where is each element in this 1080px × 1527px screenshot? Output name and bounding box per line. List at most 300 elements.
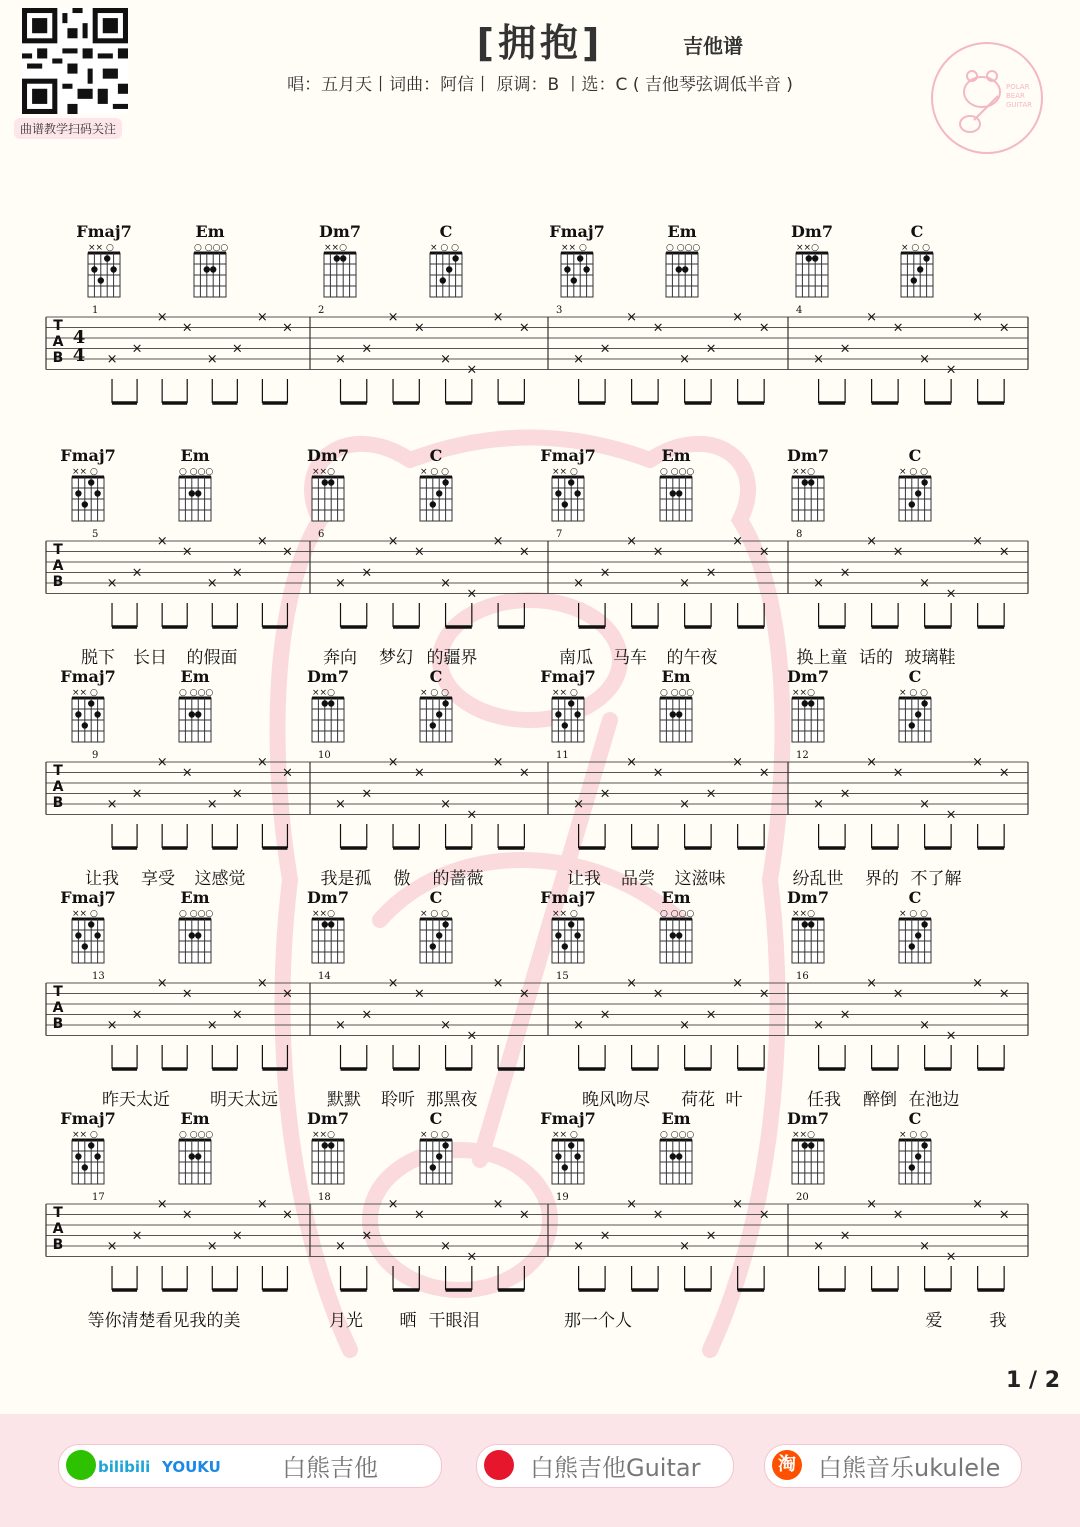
chord-name: Fmaj7 <box>60 667 116 686</box>
tab-note: × <box>387 976 399 991</box>
lyric-word: 梦幻 <box>379 648 413 668</box>
chord-dot <box>442 921 448 927</box>
tab-note: × <box>732 755 744 770</box>
chord-dot <box>82 501 88 507</box>
tab-note: × <box>106 576 118 591</box>
tab-note: × <box>998 320 1010 336</box>
chord-name: Fmaj7 <box>540 1109 596 1128</box>
chord-name: Dm7 <box>787 888 829 907</box>
chord-string-markers: ×× ○ <box>72 688 98 698</box>
chord-dot <box>802 479 808 485</box>
tab-note: × <box>652 1207 664 1223</box>
lyric-word: 那一个人 <box>564 1311 632 1331</box>
tab-note: × <box>679 576 691 591</box>
tab-note: × <box>492 310 504 325</box>
measure-number: 20 <box>796 1192 809 1203</box>
tab-note: × <box>281 986 293 1002</box>
chord-name: Em <box>661 667 691 686</box>
tab-note: × <box>919 1018 931 1033</box>
chord-string-markers: ○ ○○○ <box>194 243 229 253</box>
tab-note: × <box>518 986 530 1002</box>
tab-note: × <box>131 341 143 357</box>
chord-dot <box>808 700 814 706</box>
chord-dot <box>75 490 81 496</box>
chord-string-markers: ×× ○ <box>72 467 98 477</box>
song-info: 唱：五月天丨词曲：阿信丨 原调：B 丨选：C ( 吉他琴弦调低半音 ) <box>287 75 793 95</box>
chord-string-markers: × ○ ○ <box>430 243 459 253</box>
tab-note: × <box>361 1007 373 1023</box>
lyric-word: 马车 <box>613 648 647 668</box>
tab-note: × <box>839 786 851 802</box>
chord-dot <box>189 490 195 496</box>
tab-note: × <box>206 352 218 367</box>
chord-string-markers: × ○ ○ <box>420 688 449 698</box>
tab-clef-letter: T <box>53 984 63 1000</box>
tab-note: × <box>106 1018 118 1033</box>
measure-number: 3 <box>556 305 563 316</box>
weibo-icon <box>484 1450 514 1480</box>
tab-clef-letter: T <box>53 763 63 779</box>
tab-note: × <box>599 565 611 581</box>
lyric-word: 醉倒 <box>863 1090 897 1110</box>
chord-dot <box>88 1142 94 1148</box>
tab-note: × <box>335 1239 346 1254</box>
tab-note: × <box>281 1207 293 1223</box>
chord-dot <box>322 921 328 927</box>
tab-note: × <box>758 765 770 781</box>
chord-dot <box>75 1153 81 1159</box>
tab-note: × <box>106 1239 118 1254</box>
tab-note: × <box>732 976 744 991</box>
measure-number: 2 <box>318 305 325 316</box>
tab-note: × <box>626 534 638 549</box>
chord-name: Em <box>661 888 691 907</box>
tab-note: × <box>573 797 585 812</box>
wechat-icon <box>66 1450 96 1480</box>
tab-note: × <box>866 1197 878 1212</box>
tab-note: × <box>106 352 118 367</box>
chord-dot <box>555 490 561 496</box>
chord-dot <box>98 277 104 283</box>
chord-name: C <box>908 1109 922 1128</box>
tab-note: × <box>335 576 346 591</box>
chord-dot <box>430 1164 436 1170</box>
lyric-word: 傲 <box>393 869 411 889</box>
tab-note: × <box>919 1239 931 1254</box>
chord-dot <box>189 932 195 938</box>
measure-number: 17 <box>92 1192 105 1203</box>
chord-name: Em <box>180 888 210 907</box>
chord-dot <box>562 1164 568 1170</box>
chord-string-markers: × ○ ○ <box>420 1130 449 1140</box>
tab-note: × <box>281 320 293 336</box>
tab-clef-letter: B <box>52 1237 64 1253</box>
tab-note: × <box>573 1239 585 1254</box>
chord-dot <box>676 266 682 272</box>
tab-note: × <box>466 586 478 602</box>
chord-name: Dm7 <box>787 1109 829 1128</box>
tab-clef-letter: A <box>52 334 64 350</box>
chord-dot <box>676 490 682 496</box>
tab-note: × <box>335 797 346 812</box>
tab-clef-letter: A <box>52 779 64 795</box>
chord-dot <box>917 266 923 272</box>
tab-note: × <box>813 1018 825 1033</box>
lyric-word: 长日 <box>133 648 167 668</box>
tab-note: × <box>839 565 851 581</box>
chord-string-markers: ××○ <box>796 243 819 253</box>
chord-string-markers: ××○ <box>792 688 815 698</box>
chord-dot <box>340 255 346 261</box>
tab-note: × <box>492 1197 504 1212</box>
tab-note: × <box>573 1018 585 1033</box>
tab-clef-letter: T <box>53 1205 63 1221</box>
chord-dot <box>436 711 442 717</box>
chord-dot <box>430 501 436 507</box>
chord-dot <box>909 1164 915 1170</box>
tab-clef-letter: A <box>52 1221 64 1237</box>
tab-note: × <box>361 786 373 802</box>
chord-dot <box>94 932 100 938</box>
tab-note: × <box>866 976 878 991</box>
lyric-word: 我是孤 <box>320 869 372 889</box>
tab-note: × <box>413 544 425 560</box>
lyric-word: 明天太远 <box>210 1090 278 1110</box>
tab-note: × <box>998 544 1010 560</box>
chord-string-markers: ××○ <box>312 467 335 477</box>
lyric-word: 这感觉 <box>194 869 246 889</box>
lyric-word: 聆听 <box>381 1090 415 1110</box>
tab-note: × <box>945 1028 957 1044</box>
footer-taobao-name: 白熊音乐ukulele <box>818 1454 1001 1482</box>
chord-string-markers: × ○ ○ <box>420 909 449 919</box>
chord-string-markers: ○ ○○○ <box>660 1130 695 1140</box>
chord-dot <box>562 501 568 507</box>
chord-dot <box>442 700 448 706</box>
tab-note: × <box>892 986 904 1002</box>
chord-string-markers: ××○ <box>324 243 347 253</box>
chord-dot <box>82 1164 88 1170</box>
tab-note: × <box>181 986 193 1002</box>
tab-note: × <box>131 1228 143 1244</box>
chord-name: Em <box>195 222 225 241</box>
tab-note: × <box>626 310 638 325</box>
chord-dot <box>94 711 100 717</box>
chord-string-markers: ××○ <box>312 1130 335 1140</box>
chord-string-markers: ○ ○○○ <box>660 688 695 698</box>
tab-note: × <box>945 586 957 602</box>
chord-dot <box>574 1153 580 1159</box>
tab-note: × <box>839 1007 851 1023</box>
lyric-word: 在池边 <box>908 1090 960 1110</box>
chord-name: C <box>429 1109 443 1128</box>
lyric-word: 昨天太近 <box>102 1090 170 1110</box>
chord-name: C <box>910 222 924 241</box>
tab-note: × <box>440 576 452 591</box>
tab-note: × <box>413 320 425 336</box>
chord-name: C <box>908 446 922 465</box>
tab-note: × <box>413 986 425 1002</box>
tab-note: × <box>231 786 243 802</box>
chord-dot <box>75 932 81 938</box>
tab-note: × <box>106 797 118 812</box>
tab-note: × <box>335 1018 346 1033</box>
tab-note: × <box>206 1239 218 1254</box>
tab-clef-letter: B <box>52 795 64 811</box>
chord-string-markers: ×× ○ <box>552 1130 578 1140</box>
tab-note: × <box>998 765 1010 781</box>
chord-name: Em <box>180 667 210 686</box>
lyric-word: 默默 <box>327 1090 361 1110</box>
chord-dot <box>110 266 116 272</box>
chord-string-markers: ×× ○ <box>72 909 98 919</box>
chord-string-markers: × ○ ○ <box>899 1130 928 1140</box>
chord-dot <box>436 490 442 496</box>
lyric-word: 的蔷薇 <box>432 869 484 889</box>
tab-note: × <box>705 786 717 802</box>
chord-dot <box>195 1153 201 1159</box>
chord-dot <box>571 277 577 283</box>
tab-note: × <box>156 976 168 991</box>
chord-dot <box>334 255 340 261</box>
chord-dot <box>91 266 97 272</box>
tab-note: × <box>361 565 373 581</box>
chord-dot <box>322 700 328 706</box>
qr-caption: 曲谱教学扫码关注 <box>14 118 122 139</box>
tab-note: × <box>813 352 825 367</box>
chord-string-markers: ○ ○○○ <box>179 909 214 919</box>
tab-note: × <box>892 1207 904 1223</box>
lyric-word: 品尝 <box>621 869 655 889</box>
tab-note: × <box>866 534 878 549</box>
tab-note: × <box>256 1197 268 1212</box>
tab-note: × <box>758 544 770 560</box>
tab-note: × <box>440 1018 452 1033</box>
chord-string-markers: ×× ○ <box>552 688 578 698</box>
tab-note: × <box>181 765 193 781</box>
tab-note: × <box>972 755 984 770</box>
lyric-word: 的疆界 <box>426 648 478 668</box>
measure-number: 9 <box>92 750 99 761</box>
chord-name: Dm7 <box>307 1109 349 1128</box>
chord-dot <box>812 255 818 261</box>
tab-note: × <box>256 755 268 770</box>
chord-dot <box>921 1142 927 1148</box>
chord-dot <box>446 266 452 272</box>
chord-name: Fmaj7 <box>60 446 116 465</box>
lyric-word: 这滋味 <box>674 869 726 889</box>
measure-number: 16 <box>796 971 809 982</box>
tab-note: × <box>705 565 717 581</box>
chord-string-markers: ××○ <box>792 909 815 919</box>
tab-note: × <box>652 765 664 781</box>
chord-name: Em <box>180 1109 210 1128</box>
tab-note: × <box>945 362 957 378</box>
chord-dot <box>808 921 814 927</box>
lyric-word: 话的 <box>859 648 893 668</box>
chord-dot <box>923 255 929 261</box>
chord-name: Fmaj7 <box>540 446 596 465</box>
tab-note: × <box>813 1239 825 1254</box>
chord-dot <box>94 490 100 496</box>
tab-note: × <box>206 797 218 812</box>
chord-dot <box>802 1142 808 1148</box>
tab-note: × <box>998 986 1010 1002</box>
chord-string-markers: ×× ○ <box>561 243 587 253</box>
chord-string-markers: ○ ○○○ <box>179 1130 214 1140</box>
tab-note: × <box>131 565 143 581</box>
page-subtitle: 吉他谱 <box>683 34 743 58</box>
tab-note: × <box>387 1197 399 1212</box>
chord-dot <box>195 932 201 938</box>
chord-dot <box>94 1153 100 1159</box>
lyric-word: 我 <box>989 1311 1007 1331</box>
tab-note: × <box>919 797 931 812</box>
chord-dot <box>921 479 927 485</box>
chord-dot <box>921 700 927 706</box>
measure-number: 1 <box>92 305 99 316</box>
tab-note: × <box>413 765 425 781</box>
chord-name: Fmaj7 <box>540 888 596 907</box>
chord-string-markers: ××○ <box>312 688 335 698</box>
chord-dot <box>195 490 201 496</box>
chord-string-markers: ×× ○ <box>552 909 578 919</box>
tab-note: × <box>839 341 851 357</box>
chord-dot <box>802 700 808 706</box>
chord-dot <box>574 711 580 717</box>
measure-number: 13 <box>92 971 105 982</box>
chord-dot <box>808 1142 814 1148</box>
tab-note: × <box>758 1207 770 1223</box>
chord-name: Dm7 <box>787 667 829 686</box>
chord-name: Em <box>661 446 691 465</box>
tab-note: × <box>281 765 293 781</box>
chord-dot <box>670 1153 676 1159</box>
chord-dot <box>577 255 583 261</box>
chord-dot <box>562 943 568 949</box>
tab-note: × <box>732 310 744 325</box>
tab-note: × <box>181 544 193 560</box>
lyric-word: 爱 <box>925 1311 943 1331</box>
tab-note: × <box>626 976 638 991</box>
tab-note: × <box>440 1239 452 1254</box>
chord-dot <box>75 711 81 717</box>
tab-note: × <box>599 786 611 802</box>
measure-number: 14 <box>318 971 331 982</box>
tab-note: × <box>181 320 193 336</box>
footer-channel-name: 白熊吉他 <box>282 1454 378 1482</box>
measure-number: 19 <box>556 1192 569 1203</box>
chord-name: Fmaj7 <box>60 1109 116 1128</box>
lyric-word: 换上童 <box>796 648 848 668</box>
measure-number: 12 <box>796 750 809 761</box>
tab-note: × <box>705 1228 717 1244</box>
tab-note: × <box>919 576 931 591</box>
logo-text-2: BEAR <box>1006 92 1025 100</box>
tab-note: × <box>466 807 478 823</box>
chord-dot <box>442 1142 448 1148</box>
chord-dot <box>564 266 570 272</box>
chord-string-markers: × ○ ○ <box>899 909 928 919</box>
chord-dot <box>430 943 436 949</box>
tab-note: × <box>256 534 268 549</box>
tab-note: × <box>652 320 664 336</box>
chord-name: C <box>429 888 443 907</box>
tab-note: × <box>518 1207 530 1223</box>
tab-clef-letter: T <box>53 318 63 334</box>
lyric-word: 纷乱世 <box>792 869 844 889</box>
chord-dot <box>670 711 676 717</box>
tab-note: × <box>231 341 243 357</box>
lyric-word: 让我 <box>85 869 119 889</box>
chord-dot <box>440 277 446 283</box>
chord-dot <box>189 711 195 717</box>
tab-note: × <box>231 565 243 581</box>
measure-number: 5 <box>92 529 99 540</box>
lyric-word: 荷花 <box>681 1090 715 1110</box>
chord-dot <box>322 479 328 485</box>
tab-note: × <box>206 576 218 591</box>
lyric-word: 等你清楚看见我的美 <box>87 1311 241 1331</box>
tab-note: × <box>972 1197 984 1212</box>
chord-dot <box>88 479 94 485</box>
chord-dot <box>82 943 88 949</box>
chord-dot <box>555 932 561 938</box>
tab-note: × <box>652 544 664 560</box>
measure-number: 6 <box>318 529 325 540</box>
lyric-word: 晒 <box>399 1311 417 1331</box>
chord-dot <box>909 722 915 728</box>
time-signature-bottom: 4 <box>72 345 86 366</box>
tab-note: × <box>732 1197 744 1212</box>
tab-note: × <box>705 341 717 357</box>
chord-string-markers: ○ ○○○ <box>179 688 214 698</box>
tab-note: × <box>466 1249 478 1265</box>
lyric-word: 玻璃鞋 <box>904 648 956 668</box>
lyric-word: 不了解 <box>910 869 962 889</box>
chord-dot <box>82 722 88 728</box>
tab-note: × <box>156 1197 168 1212</box>
tab-note: × <box>466 362 478 378</box>
chord-string-markers: × ○ ○ <box>899 467 928 477</box>
chord-dot <box>676 1153 682 1159</box>
tab-note: × <box>972 976 984 991</box>
tab-note: × <box>813 576 825 591</box>
chord-dot <box>670 490 676 496</box>
lyric-word: 那黑夜 <box>426 1090 478 1110</box>
tab-note: × <box>156 310 168 325</box>
tab-note: × <box>361 1228 373 1244</box>
chord-name: Fmaj7 <box>549 222 605 241</box>
time-signature-top: 4 <box>72 327 86 348</box>
tab-clef-letter: B <box>52 1016 64 1032</box>
chord-dot <box>210 266 216 272</box>
tab-note: × <box>972 534 984 549</box>
chord-string-markers: ○ ○○○ <box>660 467 695 477</box>
chord-dot <box>328 1142 334 1148</box>
chord-dot <box>88 921 94 927</box>
measure-number: 7 <box>556 529 563 540</box>
chord-dot <box>328 921 334 927</box>
chord-string-markers: ○ ○○○ <box>666 243 701 253</box>
chord-dot <box>328 479 334 485</box>
tab-note: × <box>892 544 904 560</box>
lyric-word: 干眼泪 <box>428 1311 480 1331</box>
chord-name: C <box>429 667 443 686</box>
lyric-word: 月光 <box>329 1311 363 1331</box>
chord-name: Em <box>180 446 210 465</box>
chord-dot <box>921 921 927 927</box>
